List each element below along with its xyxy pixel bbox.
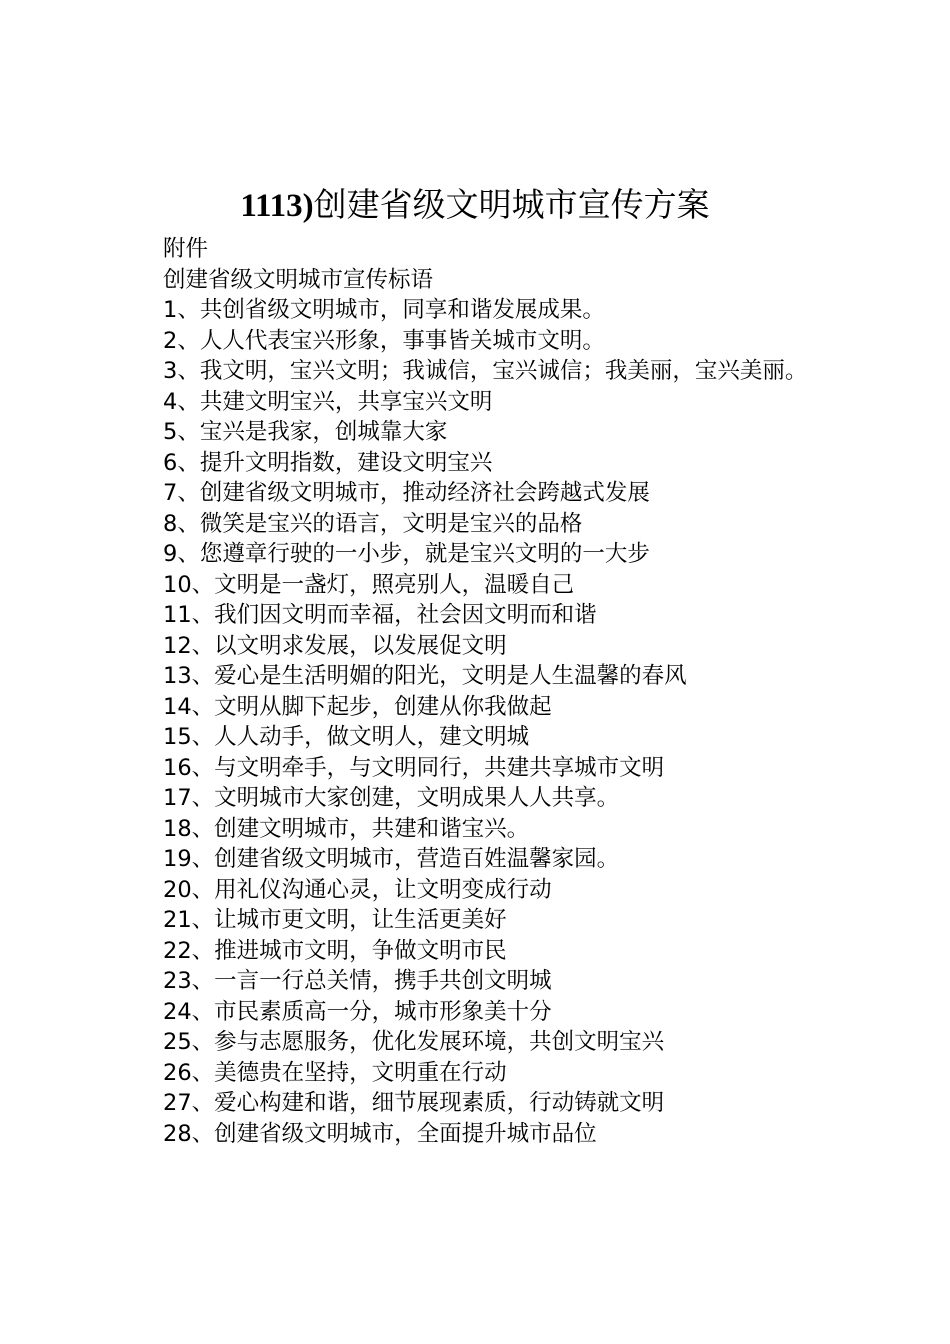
slogan-section-heading: 创建省级文明城市宣传标语 bbox=[163, 266, 434, 293]
slogan-item: 17、文明城市大家创建，文明成果人人共享。 bbox=[163, 785, 620, 811]
slogan-item: 2、人人代表宝兴形象，事事皆关城市文明。 bbox=[163, 327, 605, 354]
title-number: 1113) bbox=[240, 188, 314, 224]
slogan-item: 22、推进城市文明，争做文明市民 bbox=[163, 937, 507, 964]
slogan-item: 7、创建省级文明城市，推动经济社会跨越式发展 bbox=[163, 480, 650, 506]
slogan-item: 6、提升文明指数，建设文明宝兴 bbox=[163, 449, 493, 476]
slogan-item: 10、文明是一盏灯，照亮别人，温暖自己 bbox=[163, 571, 575, 598]
document-title bbox=[0, 183, 950, 228]
slogan-item: 25、参与志愿服务，优化发展环境，共创文明宝兴 bbox=[163, 1029, 665, 1055]
slogan-item: 11、我们因文明而幸福，社会因文明而和谐 bbox=[163, 602, 597, 628]
document-body bbox=[130, 234, 820, 1149]
slogan-item: 1、共创省级文明城市，同享和谐发展成果。 bbox=[163, 297, 605, 323]
slogan-item: 27、爱心构建和谐，细节展现素质，行动铸就文明 bbox=[163, 1090, 665, 1116]
slogan-item: 5、宝兴是我家，创城靠大家 bbox=[163, 419, 448, 445]
slogan-item: 24、市民素质高一分，城市形象美十分 bbox=[163, 998, 552, 1025]
slogan-item: 23、一言一行总关情，携手共创文明城 bbox=[163, 968, 552, 994]
slogan-item: 18、创建文明城市，共建和谐宝兴。 bbox=[163, 815, 530, 842]
slogan-item: 16、与文明牵手，与文明同行，共建共享城市文明 bbox=[163, 754, 665, 781]
slogan-item: 9、您遵章行驶的一小步，就是宝兴文明的一大步 bbox=[163, 541, 650, 567]
title-text: 创建省级文明城市宣传方案 bbox=[313, 185, 710, 224]
slogan-item: 4、共建文明宝兴，共享宝兴文明 bbox=[163, 388, 493, 415]
slogan-item: 28、创建省级文明城市，全面提升城市品位 bbox=[163, 1120, 597, 1147]
slogan-item: 21、让城市更文明，让生活更美好 bbox=[163, 907, 507, 933]
slogan-item: 15、人人动手，做文明人，建文明城 bbox=[163, 724, 530, 750]
slogan-item: 12、以文明求发展，以发展促文明 bbox=[163, 632, 507, 659]
slogan-item: 8、微笑是宝兴的语言，文明是宝兴的品格 bbox=[163, 510, 583, 537]
slogan-item: 20、用礼仪沟通心灵，让文明变成行动 bbox=[163, 876, 552, 903]
slogan-item: 13、爱心是生活明媚的阳光，文明是人生温馨的春风 bbox=[163, 663, 687, 689]
slogan-item: 3、我文明，宝兴文明；我诚信，宝兴诚信；我美丽，宝兴美丽。 bbox=[163, 358, 808, 384]
slogan-item: 14、文明从脚下起步，创建从你我做起 bbox=[163, 693, 552, 720]
attachment-label: 附件 bbox=[163, 236, 209, 262]
slogan-item: 26、美德贵在坚持，文明重在行动 bbox=[163, 1059, 507, 1086]
slogan-item: 19、创建省级文明城市，营造百姓温馨家园。 bbox=[163, 846, 620, 872]
